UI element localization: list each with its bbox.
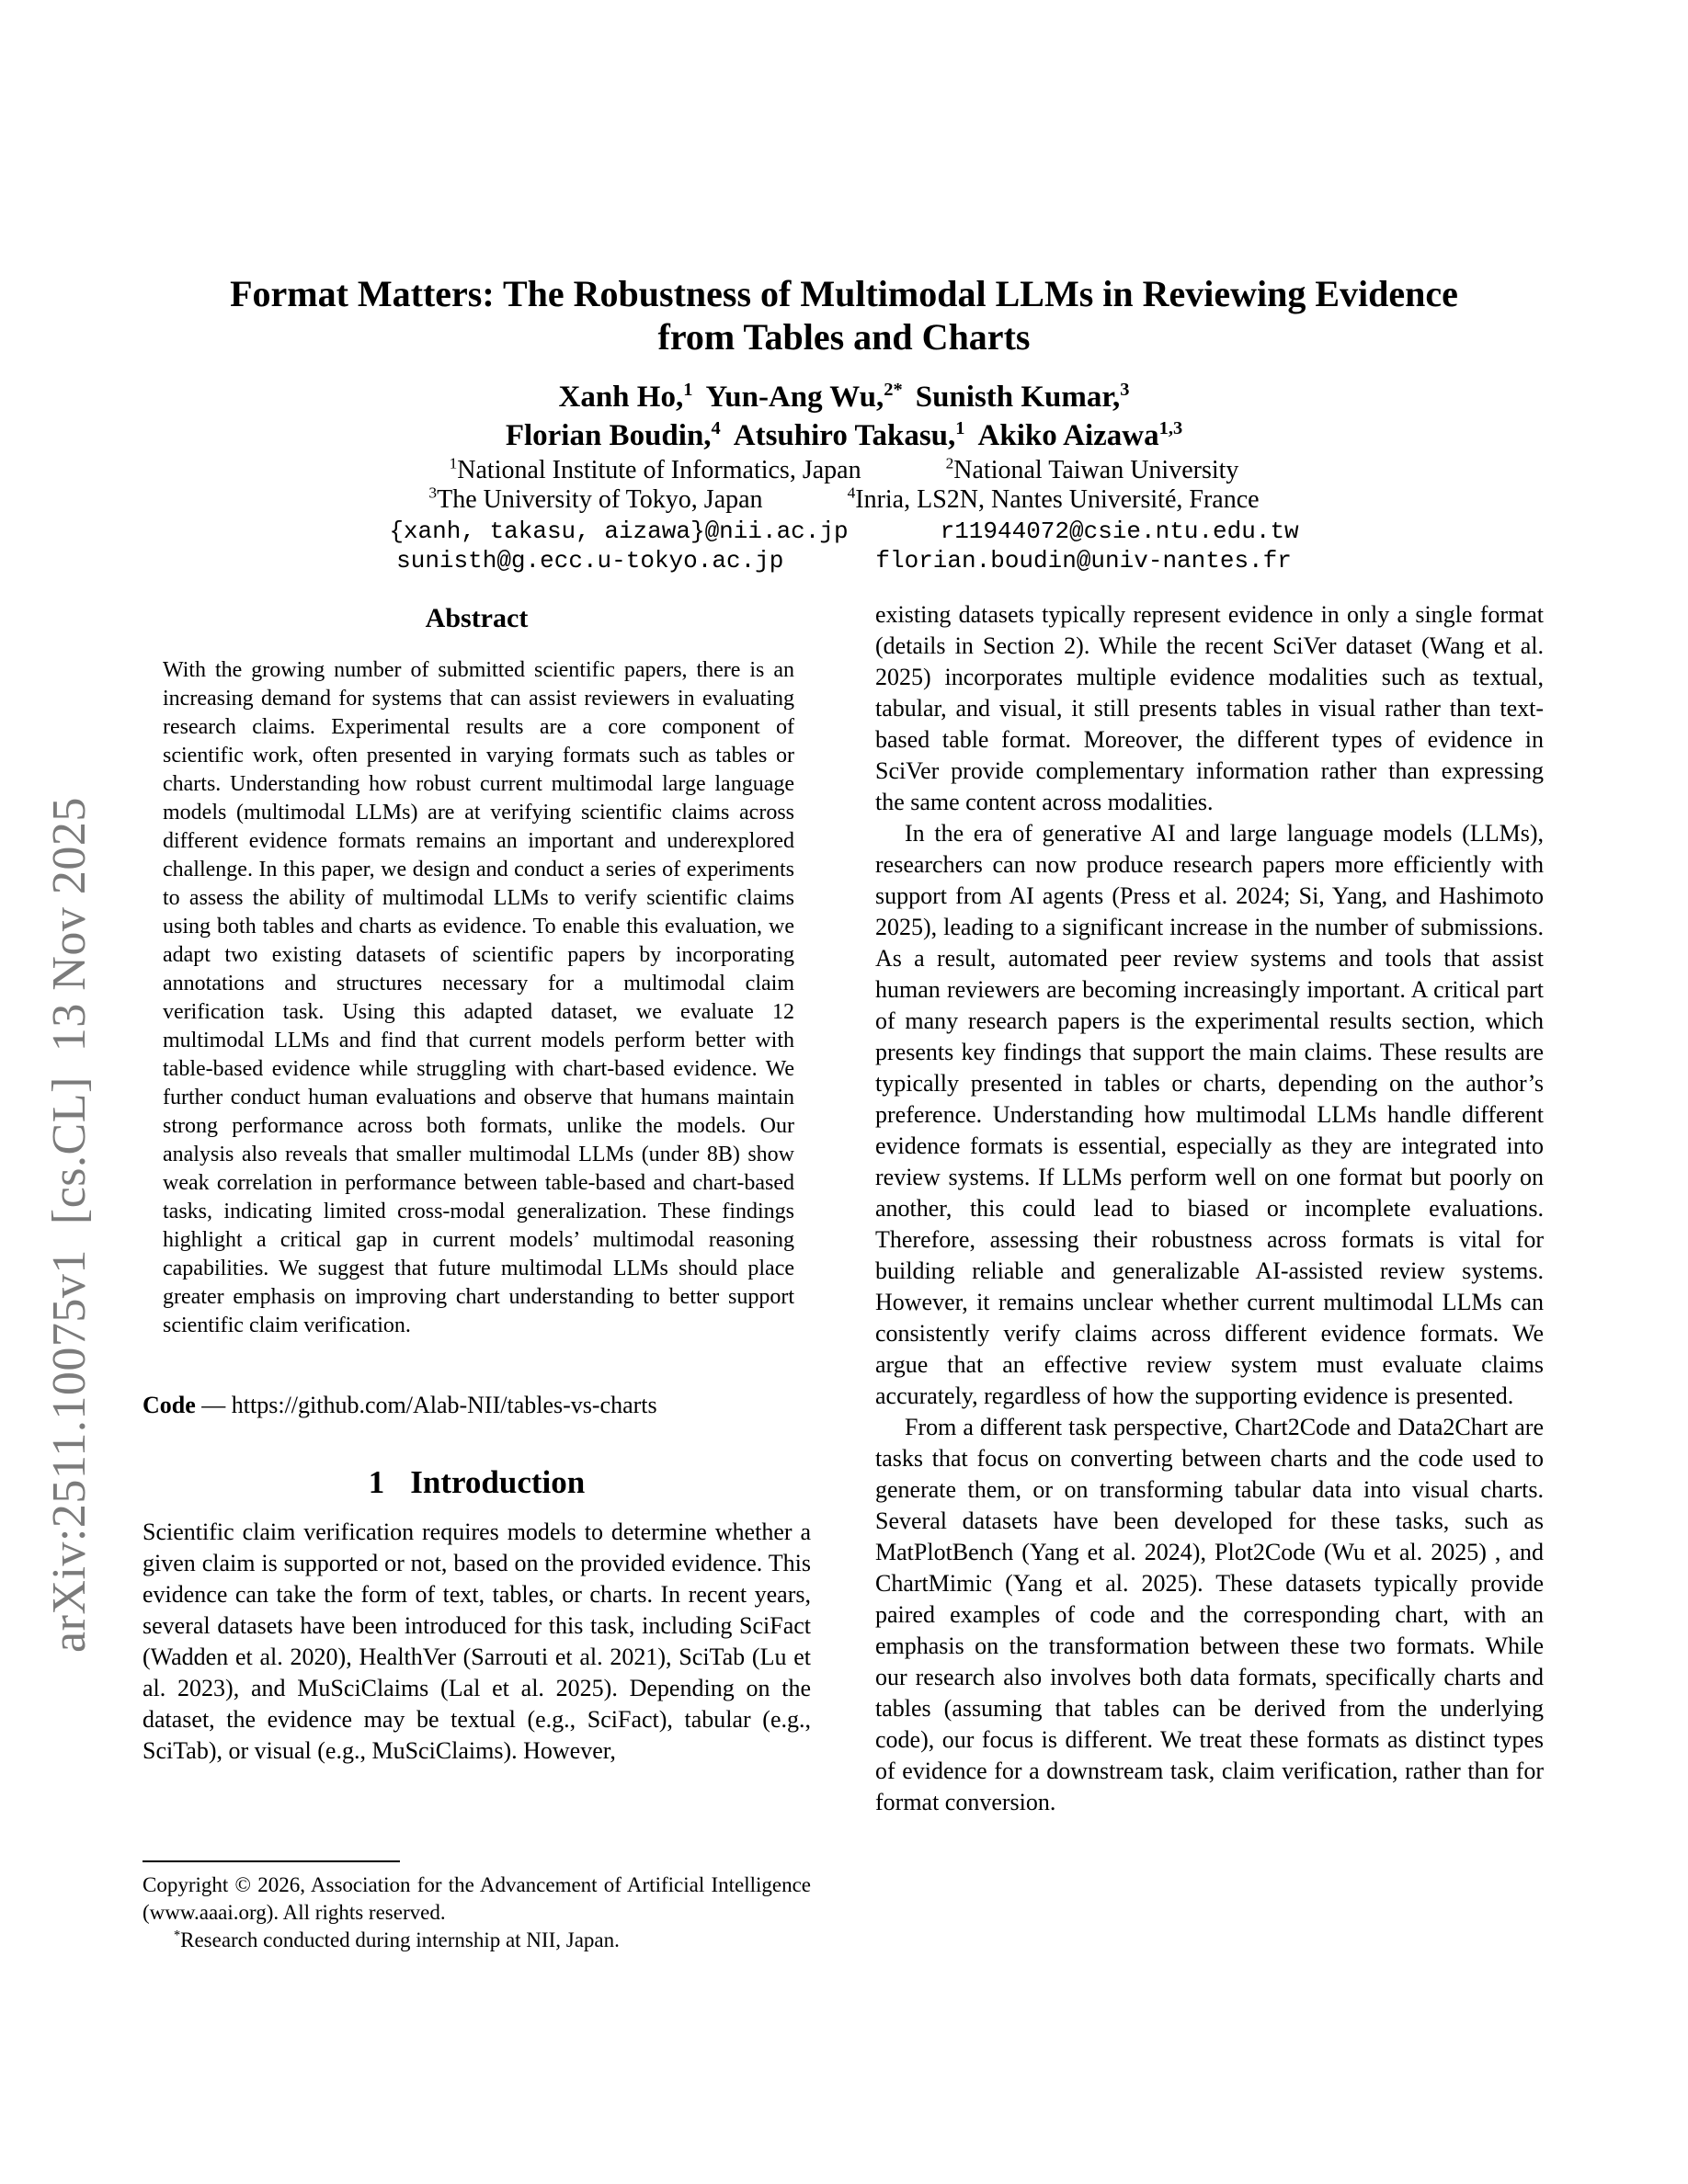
- author-affil-marker: 1: [955, 418, 965, 438]
- footnote-marker: *: [174, 1928, 181, 1943]
- author-affil-marker: 2*: [884, 380, 903, 400]
- author-line-1: [0, 378, 1688, 416]
- affiliation-text: National Institute of Informatics, Japan: [457, 456, 861, 484]
- author-name-text: Sunisth Kumar,: [915, 381, 1121, 414]
- email-address: {xanh, takasu, aizawa}@nii.ac.jp: [389, 518, 849, 545]
- affiliation-text: National Taiwan University: [953, 456, 1239, 484]
- abstract-heading: Abstract: [425, 603, 529, 633]
- author-name: [705, 381, 902, 414]
- affiliation-marker: 2: [945, 454, 954, 472]
- affiliation-marker: 3: [428, 483, 438, 502]
- affiliation-marker: 4: [847, 483, 856, 502]
- footnote-rule: [143, 1860, 400, 1862]
- title-line-1: Format Matters: The Robustness of Multimodal LLMs in Reviewing Evidence: [230, 273, 1458, 314]
- code-availability-line: [143, 1390, 811, 1421]
- right-column-paragraph-3: From a different task perspective, Chart2Code and Data2Chart are tasks that focus on converting between charts and the code used to generate them, or on transforming tabular data into visual charts. Several datasets have been developed for these tasks, such as MatPlotBench (Yang et al. 2024), Plot2Code (Wu et al. 2025) , and ChartMimic (Yang et al. 2025). These datasets typically provide paired examples of code and the corresponding chart, with an emphasis on the transformation between these two formats. While our research also involves both data formats, specifically charts and tables (assuming that tables can be derived from the underlying code), our focus is different. We treat these formats as distinct types of evidence for a downstream task, claim verification, rather than for format conversion.: [875, 1414, 1544, 1815]
- affiliation-text: Inria, LS2N, Nantes Université, France: [855, 485, 1260, 514]
- right-column: [875, 599, 1544, 1818]
- code-label: Code: [143, 1392, 196, 1418]
- arxiv-watermark: arXiv:2511.10075v1 [cs.CL] 13 Nov 2025: [43, 797, 96, 1653]
- author-name-text: Yun-Ang Wu,: [705, 381, 884, 414]
- paper-title: [0, 272, 1688, 358]
- left-column: [143, 599, 811, 1818]
- author-name: [506, 419, 721, 452]
- affiliation-row-2: [0, 485, 1688, 515]
- author-name: [734, 419, 965, 452]
- section-number: 1: [368, 1464, 385, 1500]
- affiliation: [946, 456, 1239, 485]
- affiliation-row-1: [0, 456, 1688, 485]
- author-affil-marker: 1: [683, 380, 693, 400]
- author-affil-marker: 1,3: [1158, 418, 1183, 438]
- footnote-text: Research conducted during internship at NII, Japan.: [180, 1928, 620, 1951]
- copyright-notice: Copyright © 2026, Association for the Advancement of Artificial Intelligence (www.aaai.org). All rights reserved.: [143, 1873, 811, 1924]
- two-column-body: [143, 599, 1544, 1818]
- affiliation: [848, 485, 1260, 515]
- author-name-text: Florian Boudin,: [505, 419, 712, 452]
- email-row-1: [0, 517, 1688, 546]
- affiliation: [450, 456, 861, 485]
- title-line-2: from Tables and Charts: [657, 316, 1031, 358]
- email-row-2: [0, 546, 1688, 575]
- abstract-text: With the growing number of submitted scientific papers, there is an increasing demand for systems that can assist reviewers in evaluating research claims. Experimental results are a core component of scientific work, often presented in varying formats such as tables or charts. Understanding how robust current multimodal large language models (multimodal LLMs) are at verifying scientific claims across different evidence formats remains an important and underexplored challenge. In this paper, we design and conduct a series of experiments to assess the ability of multimodal LLMs to verify scientific claims using both tables and charts as evidence. To enable this evaluation, we adapt two existing datasets of scientific papers by incorporating annotations and structures necessary for a multimodal claim verification task. Using this adapted dataset, we evaluate 12 multimodal LLMs and find that current models perform better with table-based evidence while struggling with chart-based evidence. We further conduct human evaluations and observe that humans maintain strong performance across both formats, unlike the models. Our analysis also reveals that smaller multimodal LLMs (under 8B) show weak correlation in performance between table-based and chart-based tasks, indicating limited cross-modal generalization. These findings highlight a critical gap in current models’ multimodal reasoning capabilities. We suggest that future multimodal LLMs should place greater emphasis on improving chart understanding to better support scientific claim verification.: [163, 658, 794, 1337]
- email-address: sunisth@g.ecc.u-tokyo.ac.jp: [396, 547, 784, 574]
- affiliation-text: The University of Tokyo, Japan: [437, 485, 763, 514]
- author-name: [978, 419, 1183, 452]
- author-name: [559, 381, 693, 414]
- section-title: Introduction: [410, 1464, 586, 1500]
- footnote-block: [143, 1860, 811, 1954]
- code-separator: —: [195, 1392, 232, 1418]
- email-address: florian.boudin@univ-nantes.fr: [875, 547, 1292, 574]
- author-name-text: Akiko Aizawa: [977, 419, 1159, 452]
- affiliations-block: [0, 456, 1688, 515]
- author-name-text: Xanh Ho,: [558, 381, 684, 414]
- author-affil-marker: 3: [1120, 380, 1130, 400]
- affiliation-marker: 1: [449, 454, 458, 472]
- right-column-paragraph-2: In the era of generative AI and large language models (LLMs), researchers can now produce research papers more efficiently with support from AI agents (Press et al. 2024; Si, Yang, and Hashimoto 2025), leading to a significant increase in the number of submissions. As a result, automated peer review systems and tools that assist human reviewers are becoming increasingly important. A critical part of many research papers is the experimental results section, which presents key findings that support the main claims. These results are typically presented in tables or charts, depending on the author’s preference. Understanding how multimodal LLMs handle different evidence formats is essential, especially as they are integrated into review systems. If LLMs perform well on one format but poorly on another, this could lead to biased or incomplete evaluations. Therefore, assessing their robustness across formats is vital for building reliable and generalizable AI-assisted review systems. However, it remains unclear whether current multimodal LLMs can consistently verify claims across different evidence formats. We argue that an effective review system must evaluate claims accurately, regardless of how the supporting evidence is presented.: [875, 820, 1544, 1409]
- author-line-2: [0, 416, 1688, 455]
- author-name: [916, 381, 1130, 414]
- email-address: r11944072@csie.ntu.edu.tw: [940, 518, 1299, 545]
- authors-block: [0, 378, 1688, 455]
- author-name-text: Atsuhiro Takasu,: [733, 419, 956, 452]
- affiliation: [428, 485, 762, 515]
- introduction-paragraph-1: Scientific claim verification requires models to determine whether a given claim is supported or not, based on the provided evidence. This evidence can take the form of text, tables, or charts. In recent years, several datasets have been introduced for this task, including SciFact (Wadden et al. 2020), HealthVer (Sarrouti et al. 2021), SciTab (Lu et al. 2023), and MuSciClaims (Lal et al. 2025). Depending on the dataset, the evidence may be textual (e.g., SciFact), tabular (e.g., SciTab), or visual (e.g., MuSciClaims). However,: [143, 1519, 811, 1764]
- author-affil-marker: 4: [711, 418, 721, 438]
- internship-footnote: [143, 1927, 811, 1954]
- right-column-paragraph-1: existing datasets typically represent evidence in only a single format (details in Section 2). While the recent SciVer dataset (Wang et al. 2025) incorporates multiple evidence modalities such as textual, tabular, and visual, it still presents tables in visual rather than text-based table format. Moreover, the different types of evidence in SciVer provide complementary information rather than expressing the same content across modalities.: [875, 601, 1544, 815]
- section-heading-introduction: [143, 1463, 811, 1502]
- emails-block: [0, 517, 1688, 575]
- code-repository-link[interactable]: https://github.com/Alab-NII/tables-vs-charts: [231, 1392, 657, 1418]
